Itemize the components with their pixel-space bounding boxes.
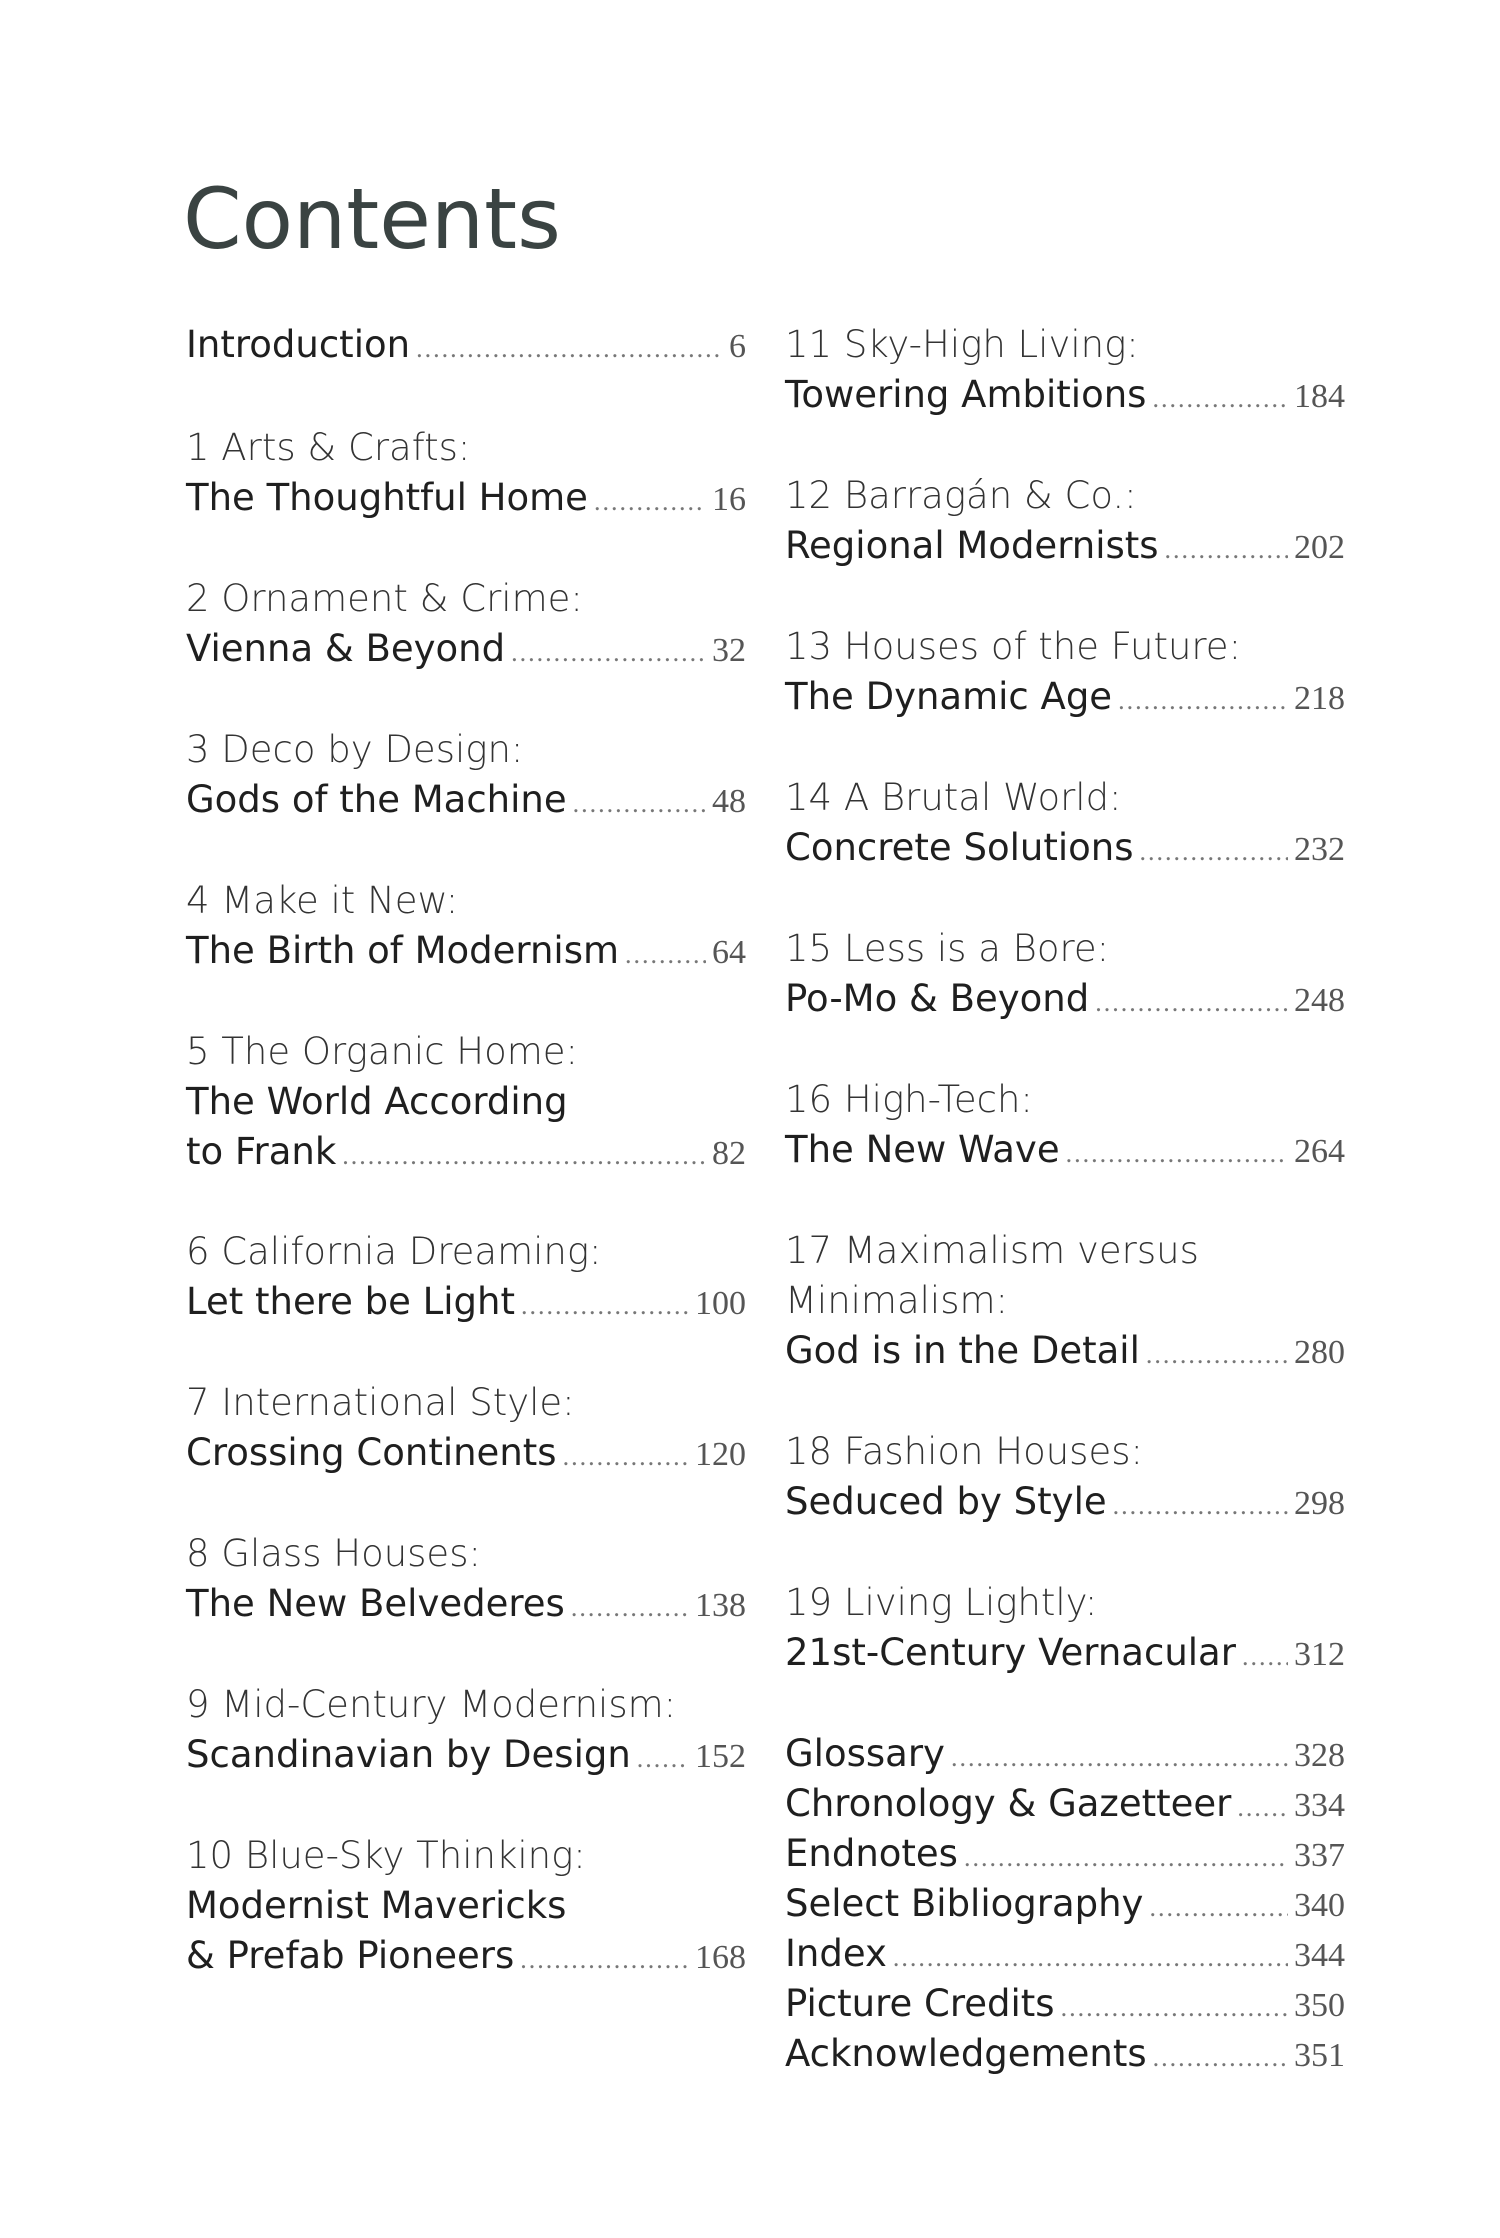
- chapter-subtitle: Po-Mo & Beyond: [785, 977, 1090, 1020]
- chapter-heading: 7 International Style:: [186, 1381, 575, 1424]
- back-matter-entry[interactable]: [785, 1729, 1345, 1781]
- chapter-subtitle-line: [785, 521, 1345, 573]
- page-number: 340: [1294, 1887, 1345, 1924]
- chapter-heading: 1 Arts & Crafts:: [186, 426, 471, 469]
- chapter-subtitle-line: [186, 624, 746, 676]
- dot-leader: [1061, 1990, 1288, 2026]
- chapter-subtitle: Scandinavian by Design: [186, 1733, 631, 1776]
- page-number: 218: [1294, 680, 1345, 717]
- back-matter-label: Index: [785, 1932, 887, 1975]
- chapter-heading: 18 Fashion Houses:: [785, 1430, 1143, 1473]
- chapter-subtitle-line: [186, 1579, 746, 1631]
- toc-entry[interactable]: [785, 773, 1345, 875]
- chapter-subtitle-line: [785, 370, 1345, 422]
- chapter-subtitle-line: [785, 823, 1345, 875]
- back-matter-entry[interactable]: [785, 1929, 1345, 1981]
- chapter-subtitle-line: [186, 1428, 746, 1480]
- toc-entry[interactable]: [785, 1075, 1345, 1177]
- chapter-heading: 10 Blue-Sky Thinking:: [186, 1834, 586, 1877]
- page-number: 350: [1294, 1987, 1345, 2024]
- chapter-subtitle: The Thoughtful Home: [186, 476, 588, 519]
- toc-entry[interactable]: [785, 1226, 1345, 1378]
- page-number: 100: [695, 1285, 746, 1322]
- chapter-heading: 15 Less is a Bore:: [785, 927, 1110, 970]
- chapter-subtitle: to Frank: [186, 1130, 337, 1173]
- page-number: 48: [712, 783, 746, 820]
- chapter-subtitle-line: [785, 1326, 1345, 1378]
- toc-entry[interactable]: [186, 1227, 746, 1329]
- chapter-heading: 12 Barragán & Co.:: [785, 474, 1137, 517]
- page-number: 264: [1294, 1133, 1345, 1170]
- dot-leader: [893, 1940, 1288, 1976]
- chapter-subtitle: The Dynamic Age: [785, 675, 1113, 718]
- page-number: 280: [1294, 1334, 1345, 1371]
- page-number: 120: [695, 1436, 746, 1473]
- chapter-subtitle-line: [186, 775, 746, 827]
- chapter-subtitle: God is in the Detail: [785, 1329, 1140, 1372]
- toc-entry[interactable]: [186, 725, 746, 827]
- back-matter-label: Acknowledgements: [785, 2032, 1147, 2075]
- chapter-subtitle: & Prefab Pioneers: [186, 1934, 515, 1977]
- chapter-subtitle-line: [186, 320, 746, 372]
- toc-entry[interactable]: [186, 876, 746, 978]
- dot-leader: [563, 1439, 689, 1475]
- chapter-subtitle: Modernist Mavericks: [186, 1884, 567, 1927]
- page-number: 16: [712, 481, 746, 518]
- page-number: 248: [1294, 982, 1345, 1019]
- chapter-heading: 8 Glass Houses:: [186, 1532, 481, 1575]
- toc-entry[interactable]: [785, 320, 1345, 422]
- toc-entry[interactable]: [186, 1378, 746, 1480]
- dot-leader: [573, 786, 706, 822]
- page-number: 32: [712, 632, 746, 669]
- dot-leader: [1139, 834, 1288, 870]
- chapter-subtitle: The New Wave: [785, 1128, 1060, 1171]
- dot-leader: [1242, 1639, 1288, 1675]
- chapter-subtitle-line: [785, 1477, 1345, 1529]
- chapter-heading: 11 Sky-High Living:: [785, 323, 1139, 366]
- page-number: 184: [1294, 378, 1345, 415]
- chapter-heading: 14 A Brutal World:: [785, 776, 1122, 819]
- chapter-subtitle-line: [186, 473, 746, 525]
- dot-leader: [1153, 2040, 1288, 2076]
- toc-entry[interactable]: [186, 1529, 746, 1631]
- toc-entry[interactable]: [186, 1027, 746, 1179]
- page-number: 312: [1294, 1636, 1345, 1673]
- toc-entry[interactable]: [186, 1831, 746, 1983]
- chapter-subtitle: Let there be Light: [186, 1280, 515, 1323]
- chapter-heading: 9 Mid-Century Modernism:: [186, 1683, 677, 1726]
- toc-entry[interactable]: [785, 1578, 1345, 1680]
- toc-entry[interactable]: [785, 471, 1345, 573]
- chapter-subtitle-line: [186, 1931, 746, 1983]
- toc-entry[interactable]: [186, 1680, 746, 1782]
- chapter-subtitle-line: [186, 1277, 746, 1329]
- back-matter-entry[interactable]: [785, 1829, 1345, 1881]
- back-matter-entry[interactable]: [785, 2029, 1345, 2081]
- dot-leader: [1165, 532, 1288, 568]
- dot-leader: [594, 484, 706, 520]
- back-matter-label: Picture Credits: [785, 1982, 1055, 2025]
- page-number: 344: [1294, 1937, 1345, 1974]
- chapter-subtitle: Vienna & Beyond: [186, 627, 506, 670]
- chapter-subtitle: Regional Modernists: [785, 524, 1159, 567]
- page-number: 6: [729, 328, 746, 365]
- dot-leader: [1237, 1790, 1288, 1826]
- dot-leader: [951, 1740, 1288, 1776]
- dot-leader: [1118, 683, 1288, 719]
- page-number: 202: [1294, 529, 1345, 566]
- page-number: 138: [695, 1587, 746, 1624]
- dot-leader: [571, 1590, 689, 1626]
- page-number: 351: [1294, 2037, 1345, 2074]
- dot-leader: [511, 635, 706, 671]
- back-matter-label: Endnotes: [785, 1832, 958, 1875]
- chapter-heading: 17 Maximalism versus: [785, 1229, 1199, 1272]
- back-matter-entry[interactable]: [785, 1879, 1345, 1931]
- page-number: 298: [1294, 1485, 1345, 1522]
- chapter-subtitle: Introduction: [186, 323, 411, 366]
- dot-leader: [416, 331, 723, 367]
- page-number: 152: [695, 1738, 746, 1775]
- page-number: 337: [1294, 1837, 1345, 1874]
- page-number: 334: [1294, 1787, 1345, 1824]
- chapter-subtitle: Seduced by Style: [785, 1480, 1107, 1523]
- page-number: 64: [712, 934, 746, 971]
- dot-leader: [1066, 1136, 1288, 1172]
- back-matter-label: Glossary: [785, 1732, 945, 1775]
- chapter-subtitle-line: [785, 974, 1345, 1026]
- dot-leader: [1113, 1488, 1288, 1524]
- chapter-subtitle: Towering Ambitions: [785, 373, 1147, 416]
- chapter-heading: 4 Make it New:: [186, 879, 459, 922]
- chapter-subtitle-line: [186, 1127, 746, 1179]
- chapter-subtitle: The World According: [186, 1080, 568, 1123]
- chapter-subtitle: The Birth of Modernism: [186, 929, 620, 972]
- dot-leader: [637, 1741, 689, 1777]
- chapter-subtitle-line: [785, 1628, 1345, 1680]
- toc-entry[interactable]: [785, 622, 1345, 724]
- dot-leader: [521, 1288, 689, 1324]
- chapter-subtitle: Concrete Solutions: [785, 826, 1134, 869]
- toc-entry[interactable]: [186, 574, 746, 676]
- back-matter-label: Chronology & Gazetteer: [785, 1782, 1232, 1825]
- chapter-heading: 19 Living Lightly:: [785, 1581, 1098, 1624]
- back-matter-label: Select Bibliography: [785, 1882, 1144, 1925]
- dot-leader: [520, 1942, 689, 1978]
- chapter-heading: 13 Houses of the Future:: [785, 625, 1242, 668]
- chapter-subtitle-line: [785, 1125, 1345, 1177]
- toc-entry[interactable]: [186, 423, 746, 525]
- page-number: 82: [712, 1135, 746, 1172]
- dot-leader: [964, 1840, 1288, 1876]
- toc-entry[interactable]: [186, 320, 746, 372]
- page-number: 168: [695, 1939, 746, 1976]
- chapter-heading: 3 Deco by Design:: [186, 728, 524, 771]
- dot-leader: [1146, 1337, 1288, 1373]
- toc-entry[interactable]: [785, 924, 1345, 1026]
- chapter-subtitle-line: [186, 1730, 746, 1782]
- chapter-heading-continued: Minimalism:: [785, 1279, 1008, 1322]
- dot-leader: [342, 1138, 706, 1174]
- page-number: 328: [1294, 1737, 1345, 1774]
- chapter-heading: 2 Ornament & Crime:: [186, 577, 583, 620]
- dot-leader: [1152, 381, 1288, 417]
- dot-leader: [1149, 1890, 1288, 1926]
- chapter-heading: 5 The Organic Home:: [186, 1030, 579, 1073]
- chapter-subtitle: Gods of the Machine: [186, 778, 567, 821]
- chapter-heading: 16 High-Tech:: [785, 1078, 1033, 1121]
- page-number: 232: [1294, 831, 1345, 868]
- chapter-subtitle-line: [186, 1881, 746, 1931]
- dot-leader: [625, 937, 706, 973]
- dot-leader: [1095, 985, 1288, 1021]
- page-title: Contents: [183, 170, 561, 268]
- chapter-subtitle: 21st-Century Vernacular: [785, 1631, 1236, 1674]
- chapter-subtitle-line: [785, 672, 1345, 724]
- chapter-heading: 6 California Dreaming:: [186, 1230, 602, 1273]
- chapter-subtitle-line: [186, 1077, 746, 1127]
- chapter-subtitle: The New Belvederes: [186, 1582, 565, 1625]
- chapter-subtitle-line: [186, 926, 746, 978]
- chapter-subtitle: Crossing Continents: [186, 1431, 557, 1474]
- back-matter-entry[interactable]: [785, 1979, 1345, 2031]
- toc-entry[interactable]: [785, 1427, 1345, 1529]
- back-matter-entry[interactable]: [785, 1779, 1345, 1831]
